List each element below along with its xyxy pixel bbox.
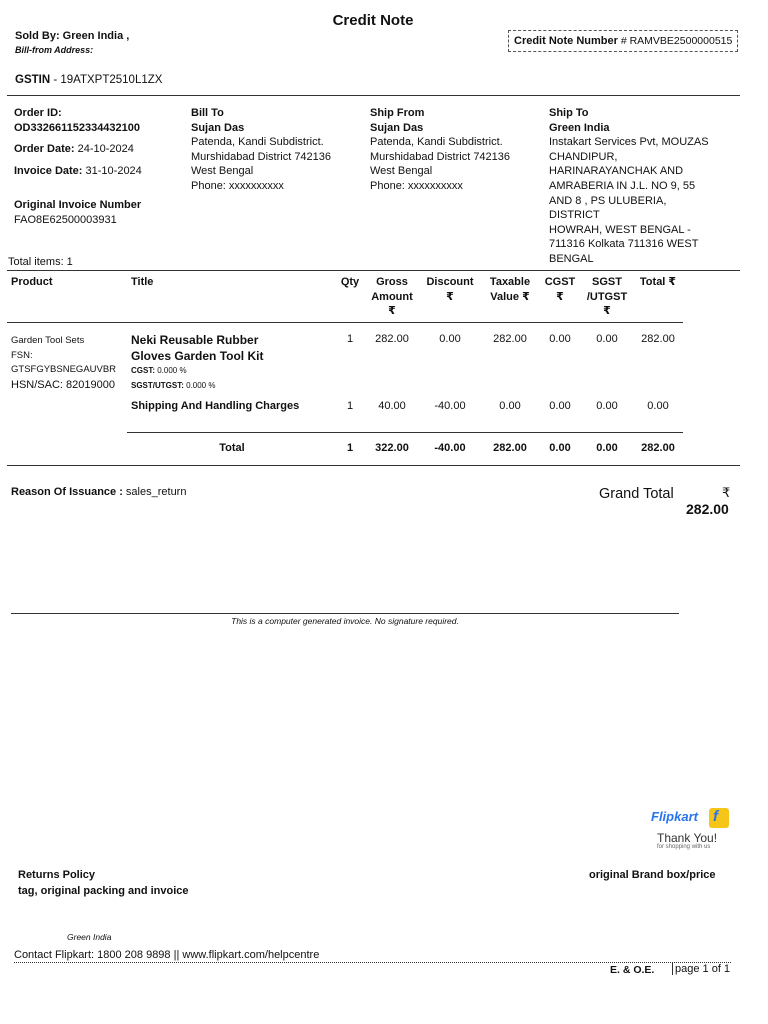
thank-you-subtext: for shopping with us xyxy=(657,844,711,850)
totals-divider xyxy=(127,432,683,433)
col-header-discount xyxy=(420,275,480,304)
item-discount: 0.00 xyxy=(439,333,461,345)
col-header-product: Product xyxy=(11,276,53,288)
col-header-sgst-line: ₹ xyxy=(603,305,611,318)
item-sgst: 0.00 xyxy=(596,333,618,345)
credit-note-hash: # xyxy=(620,35,627,47)
bill-to-line: Phone: xxxxxxxxxx xyxy=(191,179,284,192)
item-product-name: Garden Tool Sets xyxy=(11,335,85,346)
col-header-sgst xyxy=(580,275,634,319)
gstin-value: - 19ATXPT2510L1ZX xyxy=(50,74,163,86)
order-info xyxy=(14,106,184,228)
shipping-discount: -40.00 xyxy=(434,400,466,412)
col-header-cgst xyxy=(540,275,580,304)
totals-taxable: 282.00 xyxy=(493,442,527,454)
flipkart-wordmark: Flipkart xyxy=(651,809,698,824)
col-header-qty: Qty xyxy=(340,276,360,288)
ship-to-line: AMRABERIA IN J.L. NO 9, 55 xyxy=(549,179,696,192)
col-header-total: Total ₹ xyxy=(639,276,677,288)
item-sgst-value: 0.000 % xyxy=(183,380,216,390)
totals-discount: -40.00 xyxy=(434,442,466,454)
col-header-sgst-line: /UTGST xyxy=(586,290,628,303)
thank-you-text: Thank You! xyxy=(657,831,718,845)
shipping-qty: 1 xyxy=(346,400,354,412)
col-header-discount-line: Discount xyxy=(426,276,474,288)
item-cgst-rate xyxy=(131,364,331,379)
table-bottom-divider xyxy=(7,465,740,466)
contact-flipkart: Contact Flipkart: 1800 208 9898 || www.flipkart.com/helpcentre xyxy=(14,949,320,961)
order-date xyxy=(14,142,184,157)
col-header-taxable xyxy=(482,275,538,304)
ship-to-line: BENGAL xyxy=(549,252,594,265)
ship-from-heading: Ship From xyxy=(370,107,425,119)
shipping-title: Shipping And Handling Charges xyxy=(131,400,300,412)
header-row-divider xyxy=(7,322,683,323)
invoice-date xyxy=(14,164,184,179)
item-title-line: Gloves Garden Tool Kit xyxy=(131,348,264,363)
ship-from-line: Patenda, Kandi Subdistrict. xyxy=(370,136,503,149)
item-qty: 1 xyxy=(346,333,354,345)
credit-note-number-box xyxy=(508,30,738,52)
reason-label: Reason Of Issuance : xyxy=(11,486,123,498)
col-header-cgst-line: ₹ xyxy=(556,290,564,303)
col-header-sgst-line: SGST xyxy=(592,276,622,288)
totals-gross: 322.00 xyxy=(375,442,409,454)
ship-to-line: Instakart Services Pvt, MOUZAS xyxy=(549,136,709,149)
invoice-date-value: 31-10-2024 xyxy=(82,164,142,177)
bill-to-line: Patenda, Kandi Subdistrict. xyxy=(191,136,324,149)
item-fsn-label: FSN: xyxy=(11,349,33,361)
col-header-taxable-line: Taxable xyxy=(489,276,531,288)
col-header-gross-line: Amount xyxy=(371,290,413,303)
ship-to-line: HOWRAH, WEST BENGAL - xyxy=(549,223,691,236)
totals-qty: 1 xyxy=(346,442,354,454)
ship-from-line: West Bengal xyxy=(370,165,433,178)
returns-policy-heading: Returns Policy xyxy=(18,869,96,881)
credit-note-number: RAMVBE2500000515 xyxy=(629,35,733,47)
grand-total-label: Grand Total xyxy=(599,486,674,502)
ship-to-line: 711316 Kolkata 711316 WEST xyxy=(549,238,699,251)
item-title xyxy=(131,333,331,393)
grand-total-currency: ₹ xyxy=(722,485,731,500)
table-top-divider xyxy=(7,270,740,271)
ship-to-name: Green India xyxy=(549,121,610,134)
col-header-gross-line: Gross xyxy=(376,276,408,288)
order-date-value: 24-10-2024 xyxy=(74,143,134,156)
totals-total: 282.00 xyxy=(641,442,675,454)
bill-from-address: Bill-from Address: xyxy=(15,45,94,55)
original-invoice-number: FAO8E62500003931 xyxy=(14,213,117,226)
signature-divider xyxy=(11,613,679,614)
ship-from-name: Sujan Das xyxy=(370,121,424,134)
shipping-cgst: 0.00 xyxy=(549,400,571,412)
brand-box-text: original Brand box/price xyxy=(589,869,716,881)
gstin xyxy=(15,74,162,86)
col-header-discount-line: ₹ xyxy=(446,290,454,303)
item-hsn: HSN/SAC: 82019000 xyxy=(11,378,115,391)
bill-to-name: Sujan Das xyxy=(191,121,245,134)
returns-policy-text: tag, original packing and invoice xyxy=(18,885,189,897)
grand-total-value: 282.00 xyxy=(686,501,729,517)
ship-from-line: Phone: xxxxxxxxxx xyxy=(370,179,463,192)
eoe: E. & O.E. xyxy=(610,964,655,976)
item-product xyxy=(11,334,116,392)
order-id-label: Order ID: xyxy=(14,107,62,119)
flipkart-logo xyxy=(651,808,731,854)
col-header-gross-line: ₹ xyxy=(388,305,396,318)
item-fsn: GTSFGYBSNEGAUVBR xyxy=(11,364,117,376)
shipping-taxable: 0.00 xyxy=(499,400,521,412)
computer-generated-note: This is a computer generated invoice. No signature required. xyxy=(231,616,459,626)
page-number: page 1 of 1 xyxy=(672,963,730,975)
order-date-label: Order Date: xyxy=(14,143,75,156)
totals-label: Total xyxy=(219,442,245,454)
col-header-title: Title xyxy=(131,276,154,288)
footer-dotted-line xyxy=(14,962,731,963)
col-header-cgst-line: CGST xyxy=(544,276,576,288)
bill-to xyxy=(191,106,361,194)
flipkart-bag-icon xyxy=(709,808,729,828)
shipping-total: 0.00 xyxy=(647,400,669,412)
ship-from-line: Murshidabad District 742136 xyxy=(370,150,511,163)
col-header-gross xyxy=(364,275,420,319)
bill-to-line: Murshidabad District 742136 xyxy=(191,150,332,163)
ship-to-heading: Ship To xyxy=(549,107,589,119)
ship-to xyxy=(549,106,719,267)
order-id: OD332661152334432100 xyxy=(14,121,141,134)
shipping-gross: 40.00 xyxy=(378,400,406,412)
item-cgst-value: 0.000 % xyxy=(155,366,187,375)
reason-value: sales_return xyxy=(122,486,187,498)
item-cgst: 0.00 xyxy=(549,333,571,345)
flipkart-bag-letter: f xyxy=(713,808,718,825)
bill-to-heading: Bill To xyxy=(191,107,224,119)
item-sgst-label: SGST/UTGST: xyxy=(131,380,184,390)
ship-to-line: CHANDIPUR, xyxy=(549,150,618,163)
invoice-date-label: Invoice Date: xyxy=(14,164,83,177)
item-gross: 282.00 xyxy=(375,333,409,345)
document-title: Credit Note xyxy=(332,12,414,29)
ship-from xyxy=(370,106,540,194)
totals-cgst: 0.00 xyxy=(549,442,571,454)
header-divider xyxy=(7,95,740,96)
shipping-sgst: 0.00 xyxy=(596,400,618,412)
total-items: Total items: 1 xyxy=(8,256,73,268)
ship-to-line: AND 8 , PS ULUBERIA, DISTRICT xyxy=(549,194,667,222)
seller-signature: Green India xyxy=(67,932,112,942)
item-sgst-rate xyxy=(131,379,331,394)
reason-of-issuance xyxy=(11,486,186,498)
ship-to-line: HARINARAYANCHAK AND xyxy=(549,165,684,178)
item-taxable: 282.00 xyxy=(493,333,527,345)
original-invoice-label: Original Invoice Number xyxy=(14,199,142,212)
item-total: 282.00 xyxy=(641,333,675,345)
totals-sgst: 0.00 xyxy=(596,442,618,454)
credit-note-number-label: Credit Note Number xyxy=(514,35,618,47)
col-header-taxable-line: Value ₹ xyxy=(490,290,530,303)
item-cgst-label: CGST: xyxy=(131,366,155,375)
gstin-label: GSTIN xyxy=(15,74,51,86)
bill-to-line: West Bengal xyxy=(191,165,254,178)
sold-by: Sold By: Green India , xyxy=(15,30,130,42)
item-title-line: Neki Reusable Rubber xyxy=(131,333,259,347)
